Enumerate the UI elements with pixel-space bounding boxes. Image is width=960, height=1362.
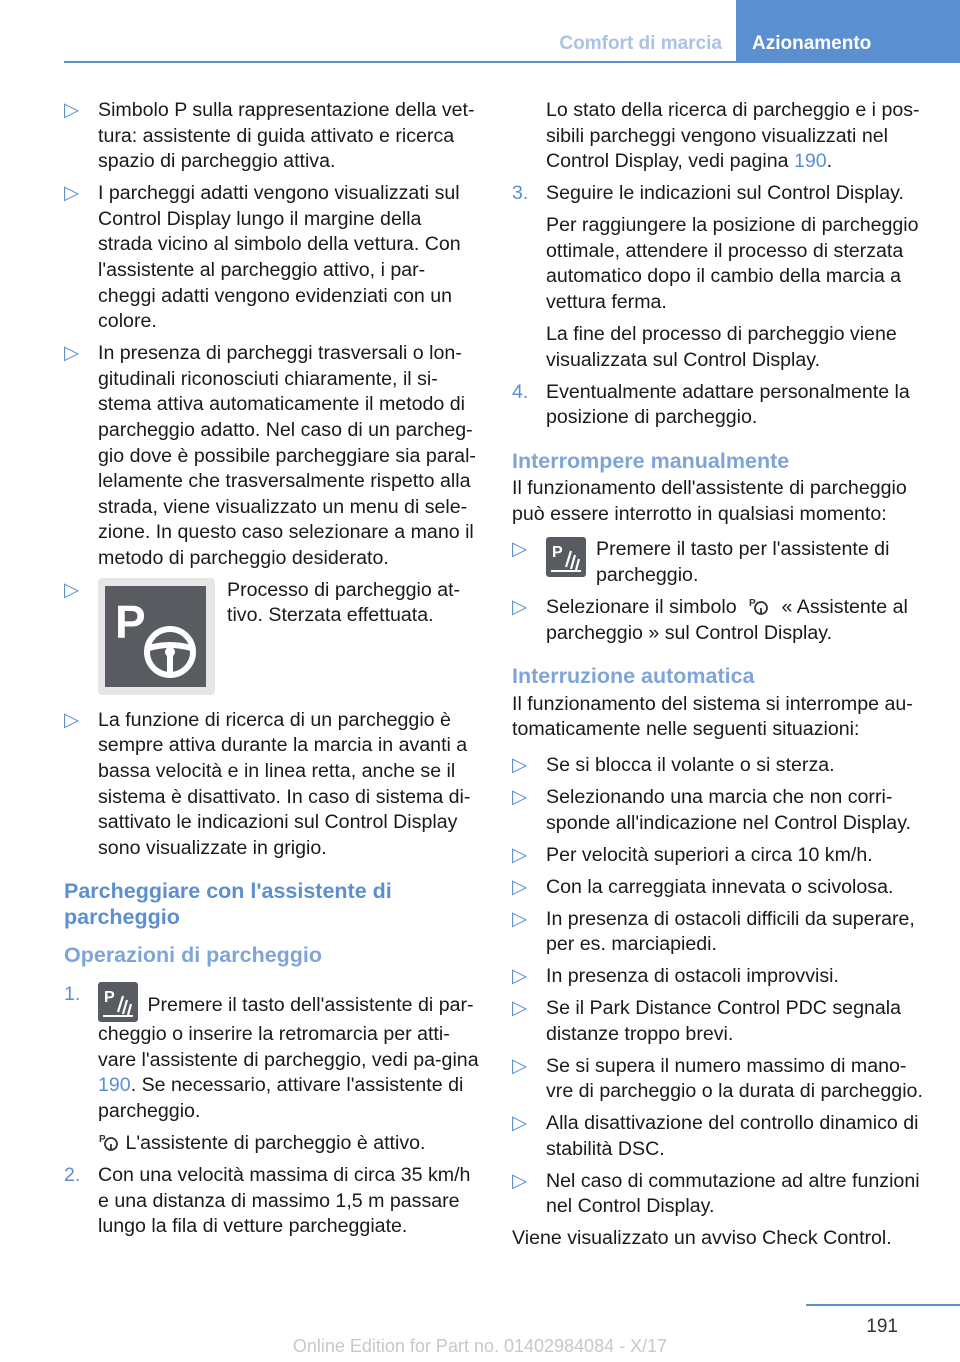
step-4	[512, 380, 932, 431]
triangle-bullet-icon: ▷	[64, 708, 80, 731]
list-item	[64, 98, 480, 175]
bullet-text: La funzione di ricerca di un parcheggio è sempre attiva durante la marcia in avanti a bassa velocità e in linea retta, anche se il sistema è disattivato. In caso di sistema di-sattivato le indicazioni sul Control Display sono visualizzate in grigio.	[98, 708, 471, 859]
triangle-bullet-icon: ▷	[512, 965, 528, 988]
parking-assistant-steering-icon	[98, 578, 215, 695]
bullet-text: In presenza di parcheggi trasversali o lon-gitudinali riconosciuti chiaramente, il si-stema attiva automaticamente il metodo di parcheggio adatto. Nel caso di un parcheg-gio dove è possibile parcheggiare sia paral-lelamente che trasversalmente rispetto alla strada, viene visualizzato un menu di sele-zione. In questo caso selezionare a mano il metodo di parcheggio desiderato.	[98, 342, 476, 569]
bullet-text: Simbolo P sulla rappresentazione della vet-tura: assistente di guida attivato e ricerca spazio di parcheggio attiva.	[98, 99, 475, 173]
header-rule	[64, 61, 960, 63]
icon-bullet-text: Processo di parcheggio at-tivo. Sterzata effettuata.	[227, 578, 461, 627]
left-column	[64, 98, 480, 1246]
list-item	[64, 708, 480, 862]
edition-footer: Online Edition for Part no. 01402984084 - X/17	[292, 1336, 668, 1356]
triangle-bullet-icon: ▷	[64, 99, 80, 121]
triangle-bullet-icon: ▷	[512, 997, 528, 1020]
triangle-bullet-icon: ▷	[512, 538, 528, 561]
list-item	[512, 996, 932, 1047]
section-heading: Parcheggiare con l'assistente di parcheggio	[64, 879, 392, 930]
triangle-bullet-icon: ▷	[512, 907, 528, 930]
triangle-bullet-icon: ▷	[512, 1112, 528, 1135]
parking-assistant-symbol-icon	[98, 1132, 120, 1152]
page-link[interactable]: 190	[98, 1074, 131, 1097]
triangle-bullet-icon: ▷	[64, 578, 80, 601]
list-item	[512, 785, 932, 836]
triangle-bullet-icon: ▷	[512, 875, 528, 898]
step-text: Premere il tasto dell'assistente di par-cheggio o inserire la retromarcia per atti-vare l'assistente di parcheggio, vedi pa-gina	[98, 994, 479, 1071]
list-item	[512, 964, 932, 990]
parking-assistant-symbol-icon	[748, 596, 770, 616]
header-chapter: Azionamento	[736, 0, 960, 61]
bullet-text: Alla disattivazione del controllo dinamico di stabilità DSC.	[546, 1112, 919, 1160]
step-text: .	[826, 150, 833, 173]
step-2-continuation	[512, 98, 932, 175]
parking-assistant-button-icon	[98, 982, 138, 1022]
bullet-text: Se il Park Distance Control PDC segnala distanze troppo brevi.	[546, 997, 902, 1045]
list-item	[512, 537, 932, 588]
step-text: . Se necessario, attivare l'assistente di parcheggio.	[98, 1074, 464, 1122]
step-paragraph: La fine del processo di parcheggio viene visualizzata sul Control Display.	[546, 322, 897, 371]
step-text: Lo stato della ricerca di parcheggio e i pos-sibili parcheggi vengono visualizzati nel Control Display, vedi pagina	[546, 99, 920, 173]
page-header	[0, 0, 960, 64]
paragraph: Viene visualizzato un avviso Check Control.	[512, 1227, 892, 1250]
note-text: L'assistente di parcheggio è attivo.	[125, 1131, 426, 1154]
subsection-heading: Operazioni di parcheggio	[64, 942, 323, 967]
triangle-bullet-icon: ▷	[512, 1169, 528, 1192]
step-2	[64, 1163, 480, 1240]
triangle-bullet-icon: ▷	[64, 182, 80, 205]
bullet-text: Se si blocca il volante o si sterza.	[546, 754, 835, 777]
svg-text:P: P	[749, 598, 756, 610]
list-item	[512, 595, 932, 646]
step-number: 4.	[512, 380, 529, 403]
svg-text:P: P	[99, 1133, 106, 1145]
step-paragraph: Per raggiungere la posizione di parcheggio ottimale, attendere il processo di sterzata automatico dopo il cambio della marcia a vettura ferma.	[546, 214, 919, 313]
triangle-bullet-icon: ▷	[512, 843, 528, 866]
triangle-bullet-icon: ▷	[512, 596, 528, 619]
step-3	[512, 181, 932, 373]
step-text: Con una velocità massima di circa 35 km/h e una distanza di massimo 1,5 m passare lungo la fila di vetture parcheggiate.	[98, 1163, 471, 1238]
svg-text:P: P	[104, 989, 115, 1007]
step-number: 1.	[64, 983, 81, 1006]
triangle-bullet-icon: ▷	[512, 754, 528, 777]
list-item	[64, 181, 480, 335]
list-item	[512, 1111, 932, 1162]
bullet-text: Premere il tasto per l'assistente di parcheggio.	[596, 538, 890, 587]
step-number: 3.	[512, 182, 529, 205]
step-text: Eventualmente adattare personalmente la posizione di parcheggio.	[546, 380, 910, 429]
svg-text:P: P	[115, 595, 146, 648]
paragraph: Il funzionamento dell'assistente di parcheggio può essere interrotto in qualsiasi momento:	[512, 477, 907, 525]
page-number: 191	[866, 1316, 898, 1337]
bullet-text: I parcheggi adatti vengono visualizzati sul Control Display lungo il margine della strada vicino al simbolo della vettura. Con l'assistente al parcheggio attivo, i par-cheggi adatti vengono evidenziati con un colore.	[98, 182, 461, 333]
triangle-bullet-icon: ▷	[512, 1054, 528, 1077]
footer-rule	[806, 1304, 960, 1306]
paragraph: Il funzionamento del sistema si interrompe au-tomaticamente nelle seguenti situazioni:	[512, 692, 913, 741]
bullet-text: Selezionare il simbolo	[546, 596, 737, 619]
bullet-text: Nel caso di commutazione ad altre funzioni nel Control Display.	[546, 1169, 920, 1218]
step-text: Seguire le indicazioni sul Control Display.	[546, 182, 904, 205]
step-1	[64, 982, 480, 1156]
list-item-with-icon	[64, 578, 480, 696]
list-item	[512, 843, 932, 869]
bullet-text: In presenza di ostacoli difficili da superare, per es. marciapiedi.	[546, 907, 915, 956]
list-item	[512, 1169, 932, 1220]
header-section: Comfort di marcia	[559, 33, 722, 54]
bullet-text: Selezionando una marcia che non corri-sponde all'indicazione nel Control Display.	[546, 786, 911, 834]
bullet-text: Se si supera il numero massimo di mano-vre di parcheggio o la durata di parcheggio.	[546, 1054, 923, 1103]
triangle-bullet-icon: ▷	[64, 342, 80, 365]
list-item	[512, 875, 932, 901]
list-item	[512, 753, 932, 779]
list-item	[512, 907, 932, 958]
triangle-bullet-icon: ▷	[512, 786, 528, 808]
bullet-text: In presenza di ostacoli improvvisi.	[546, 965, 839, 988]
subsection-heading: Interruzione automatica	[512, 664, 755, 689]
subsection-heading: Interrompere manualmente	[512, 448, 790, 473]
bullet-text: Per velocità superiori a circa 10 km/h.	[546, 843, 873, 866]
step-number: 2.	[64, 1163, 81, 1186]
page-link[interactable]: 190	[793, 150, 827, 173]
bullet-text: « Assistente al parcheggio » sul Control Display.	[546, 596, 908, 644]
list-item	[512, 1054, 932, 1105]
bullet-text: Con la carreggiata innevata o scivolosa.	[546, 875, 894, 898]
right-column	[512, 98, 932, 1252]
parking-assistant-button-icon	[546, 537, 586, 577]
step-note	[98, 1131, 480, 1157]
svg-text:P: P	[552, 544, 563, 562]
list-item	[64, 341, 480, 571]
